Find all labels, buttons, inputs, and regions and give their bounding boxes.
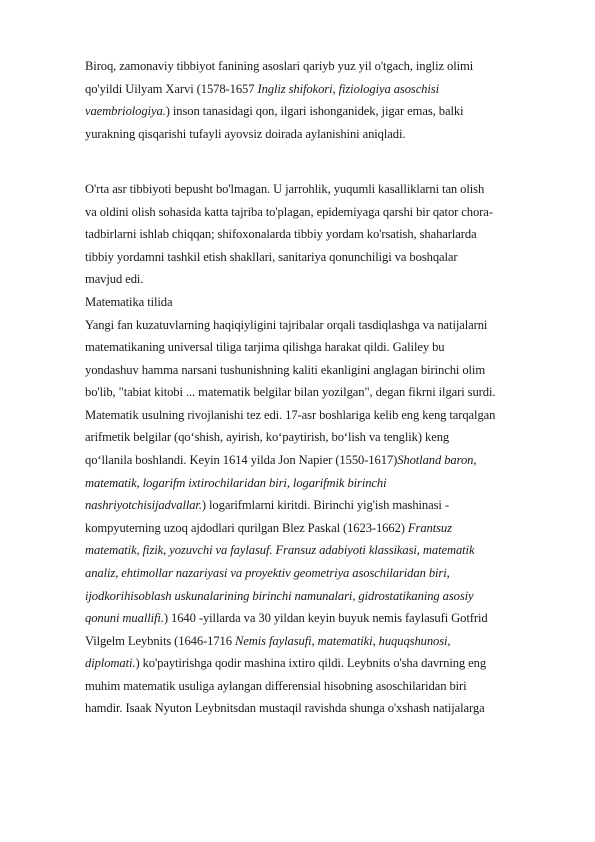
text-line [85,384,495,400]
body-text: hamdir. Isaak Nyuton Leybnitsdan mustaqil ravishda shunga o'xshash natijalarga [85,701,485,715]
body-text: va oldini olish sohasida katta tajriba to'plagan, epidemiyaga qarshi bir qator chora- [85,205,493,219]
text-line [85,317,487,333]
italic-text: ijodkorihisoblash uskunalarining birinchi namunalari, gidrostatikaning asosiy [85,589,474,603]
body-text: ) 1640 -yillarda va 30 yildan keyin buyuk nemis faylasufi Gotfrid [163,611,488,625]
body-text: tadbirlarni ishlab chiqqan; shifoxonalarda tibbiy yordam ko'rsatish, shaharlarda [85,227,477,241]
text-line [85,655,486,671]
italic-text: Shotland baron, [397,453,477,467]
text-line [85,678,467,694]
body-text: Yangi fan kuzatuvlarning haqiqiyligini tajribalar orqali tasdiqlashga va natijalarni [85,318,488,332]
text-line [85,362,485,378]
body-text: Vilgelm Leybnits (1646-1716 [85,634,235,648]
text-line [85,475,387,491]
text-line [85,588,474,604]
text-line [85,520,452,536]
text-line [85,204,493,220]
body-text: yondashuv hamma narsani tushunishning kaliti ekanligini anglagan birinchi olim [85,363,486,377]
body-text: bo'lib, "tabiat kitobi ... matematik belgilar bilan yozilgan", degan fikrni ilgari surdi. [85,385,496,399]
text-line [85,633,450,649]
italic-text: analiz, ehtimollar nazariyasi va proyektiv geometriya asoschilaridan biri, [85,566,450,580]
italic-text: nashriyotchisijadvallar. [85,498,202,512]
text-line [85,565,450,581]
text-line [85,407,495,423]
text-line [85,103,463,119]
text-line [85,452,476,468]
body-text: tibbiy yordamni tashkil etish shakllari, sanitariya qonunchiligi va boshqalar [85,250,458,264]
text-line [85,339,444,355]
text-line [85,429,449,445]
body-text: Matematik usulning rivojlanishi tez edi. 17-asr boshlariga kelib eng keng tarqalgan [85,408,496,422]
text-line [85,81,439,97]
body-text: muhim matematik usuliga aylangan differensial hisobning asoschilaridan biri [85,679,467,693]
text-line [85,700,485,716]
text-line [85,271,143,287]
text-line [85,542,474,558]
italic-text: Nemis faylasufi, matematiki, huquqshunosi, [235,634,451,648]
body-text: kompyuterning uzoq ajdodlari qurilgan Blez Paskal (1623-1662) [85,521,408,535]
body-text: qoʻllanila boshlandi. Keyin 1614 yilda Jon Napier (1550-1617) [85,453,398,467]
body-text: arifmetik belgilar (qoʻshish, ayirish, koʻpaytirish, boʻlish va tenglik) keng [85,430,450,444]
body-text: ) inson tanasidagi qon, ilgari ishonganidek, jigar emas, balki [165,104,464,118]
text-line [85,126,405,142]
text-line [85,249,458,265]
italic-text: diplomati. [85,656,136,670]
body-text: mavjud edi. [85,272,144,286]
body-text: qo'yildi Uilyam Xarvi (1578-1657 [85,82,258,96]
body-text: yurakning qisqarishi tufayli ayovsiz doirada aylanishini aniqladi. [85,127,406,141]
italic-text: vaembriologiya. [85,104,166,118]
text-line [85,610,488,626]
body-text: O'rta asr tibbiyoti bepusht bo'lmagan. U jarrohlik, yuqumli kasalliklarni tan olish [85,182,485,196]
italic-text: Ingliz shifokori, fiziologiya asoschisi [257,82,439,96]
italic-text: qonuni muallifi. [85,611,164,625]
italic-text: matematik, logarifm ixtirochilaridan biri, logarifmik birinchi [85,476,387,490]
body-text: Biroq, zamonaviy tibbiyot fanining asoslari qariyb yuz yil o'tgach, ingliz olimi [85,59,474,73]
text-line [85,181,484,197]
text-line [85,226,477,242]
body-text: Matematika tilida [85,295,173,309]
body-text: ) ko'paytirishga qodir mashina ixtiro qildi. Leybnits o'sha davrning eng [135,656,487,670]
text-line [85,58,473,74]
body-text: ) logarifmlarni kiritdi. Birinchi yig'ish mashinasi - [201,498,449,512]
body-text: matematikaning universal tiliga tarjima qilishga harakat qildi. Galiley bu [85,340,445,354]
italic-text: matematik, fizik, yozuvchi va faylasuf. Fransuz adabiyoti klassikasi, matematik [85,543,475,557]
italic-text: Frantsuz [407,521,452,535]
text-line [85,497,449,513]
text-line [85,294,172,310]
